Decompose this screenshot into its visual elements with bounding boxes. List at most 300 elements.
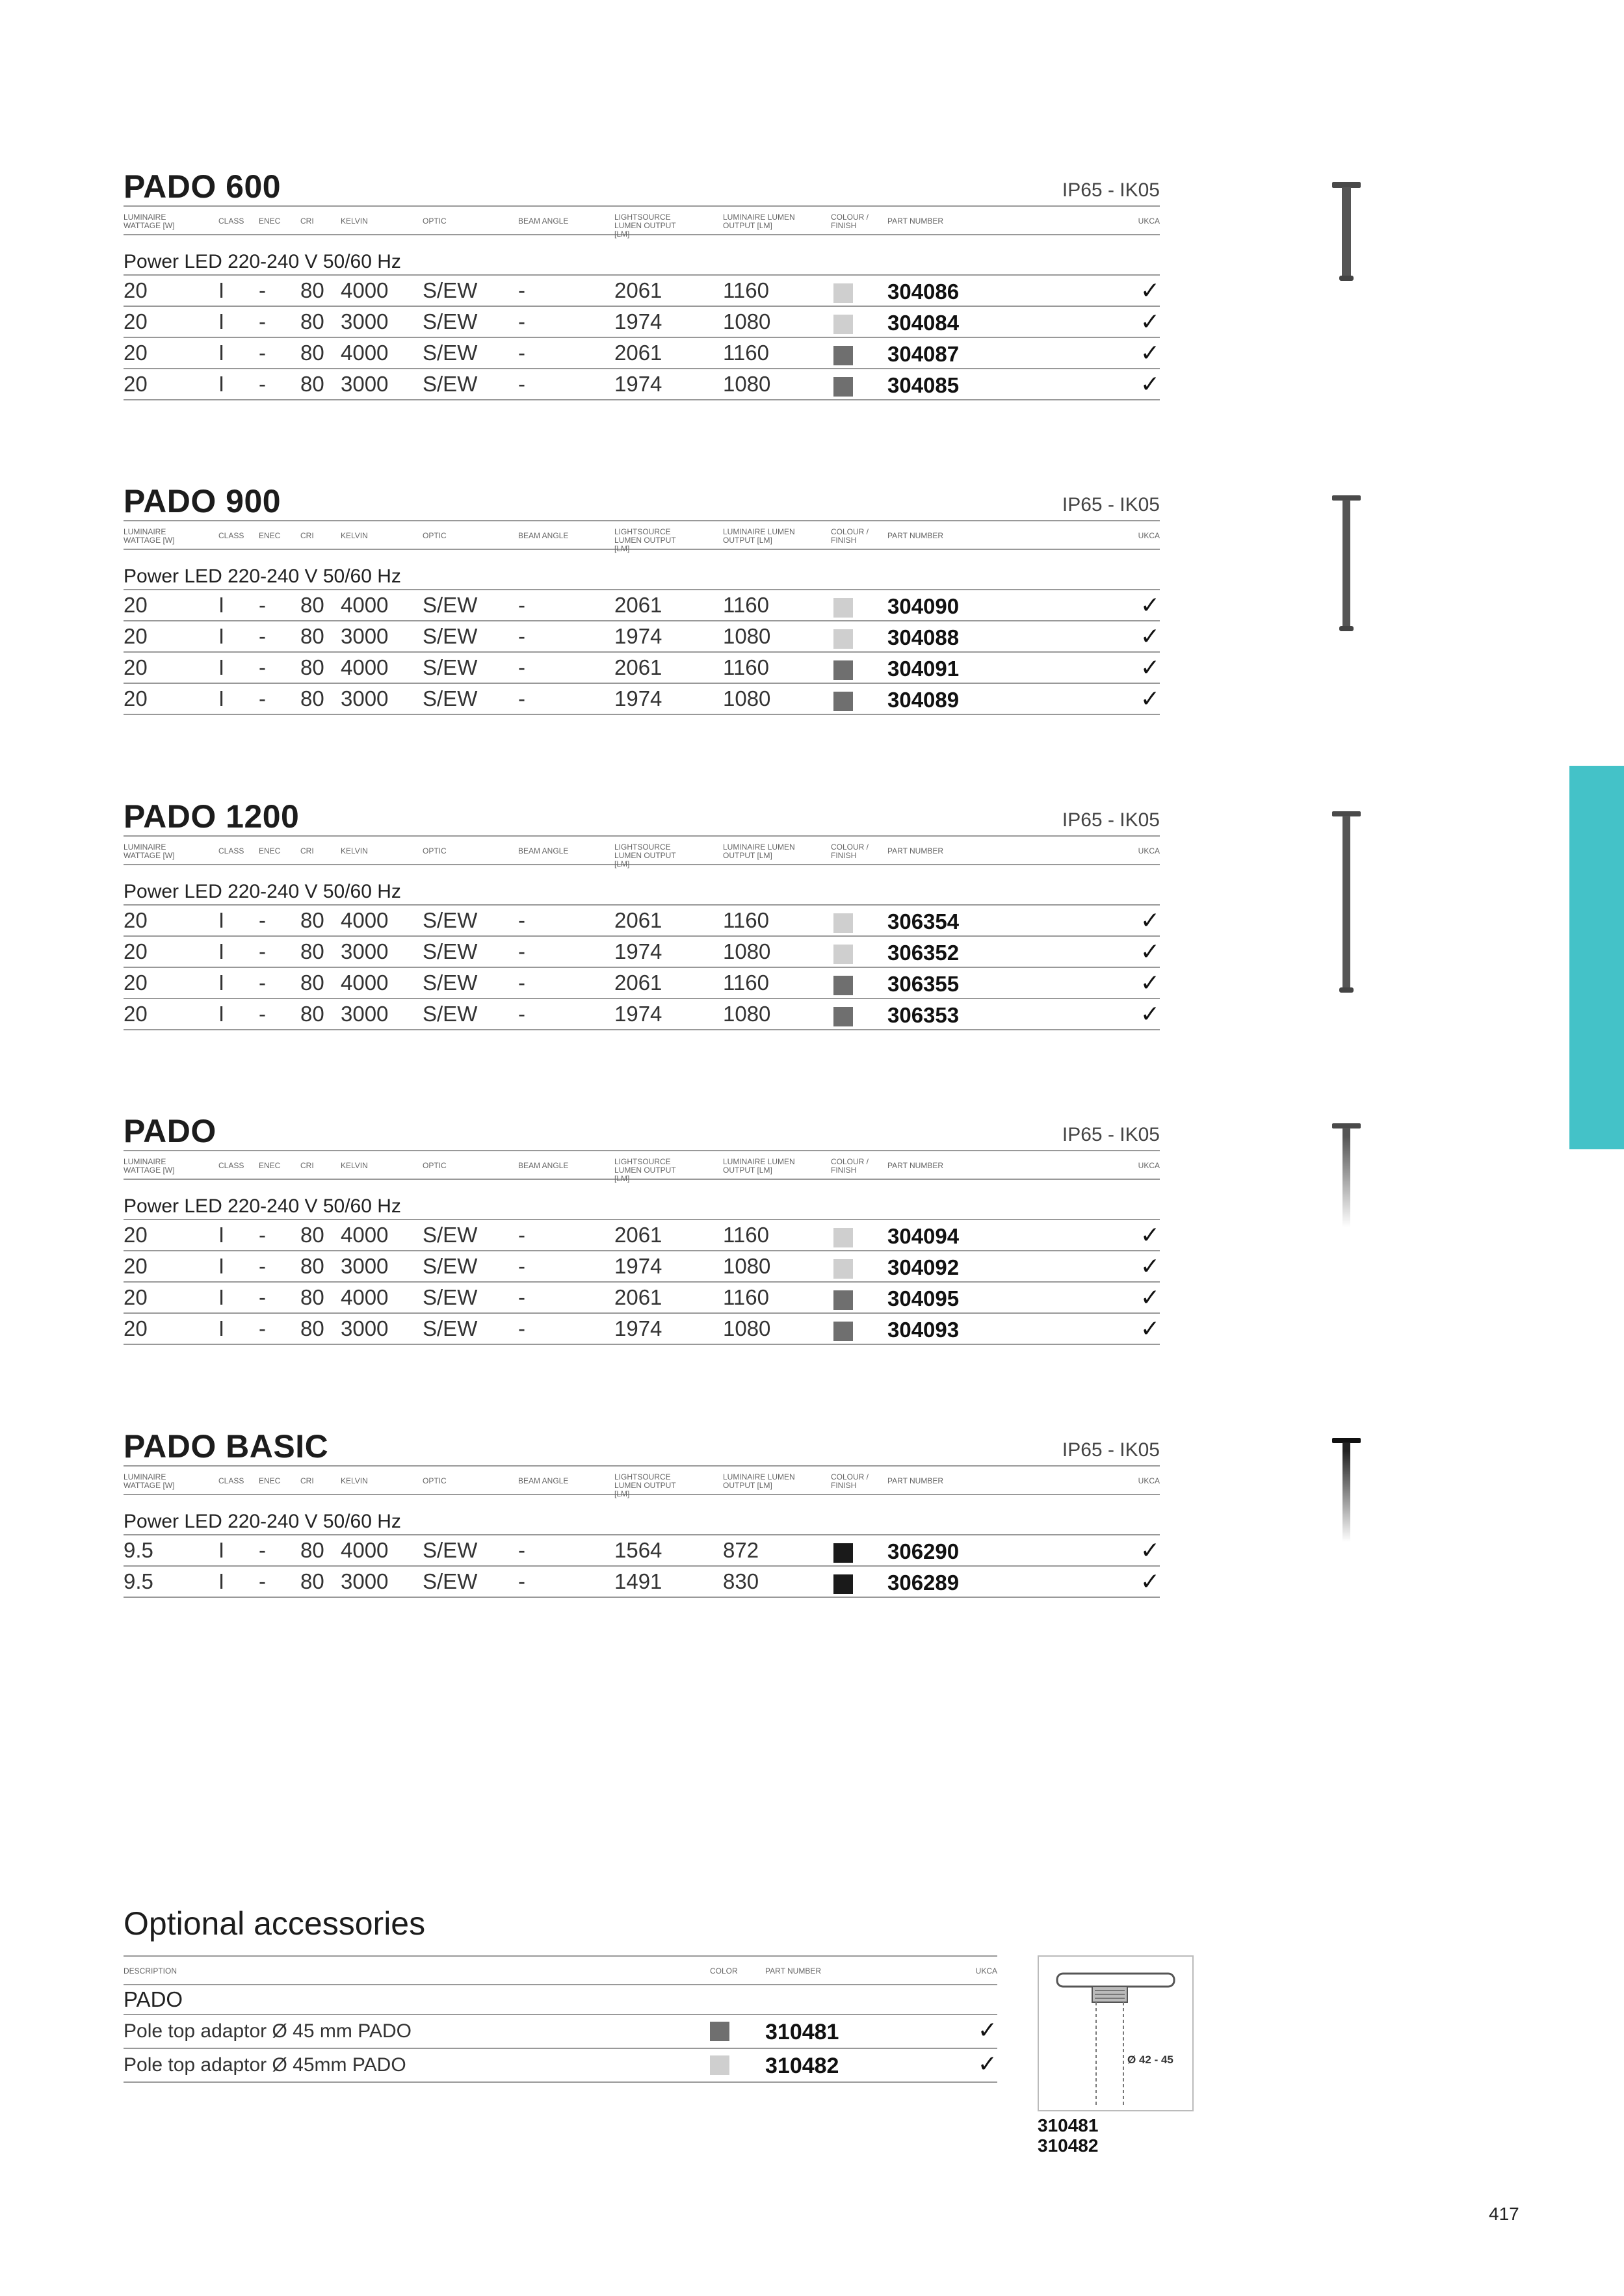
- header-kelvin: KELVIN: [341, 846, 368, 855]
- cell-beam: -: [518, 341, 525, 365]
- cell-enec: -: [259, 1285, 266, 1309]
- cell-cri: 80: [300, 686, 324, 711]
- table-row: [124, 653, 1160, 684]
- color-swatch: [833, 629, 853, 649]
- accessories-title: Optional accessories: [124, 1905, 426, 1942]
- cell-k: 4000: [341, 1223, 389, 1247]
- header-ls-lumen: LIGHTSOURCE LUMEN OUTPUT [LM]: [614, 1472, 676, 1498]
- product-image-pado-900: [1326, 494, 1372, 637]
- cell-beam: -: [518, 1569, 525, 1593]
- color-swatch: [833, 283, 853, 303]
- product-image-pado-basic: [1326, 1437, 1372, 1547]
- color-swatch: [710, 2022, 729, 2041]
- product-image-pado-600: [1326, 181, 1372, 285]
- cell-w: 20: [124, 655, 148, 679]
- cell-cls: I: [218, 1316, 225, 1340]
- cell-cls: I: [218, 939, 225, 963]
- cell-ls: 1974: [614, 939, 662, 963]
- cell-lum: 872: [723, 1538, 759, 1562]
- header-part: PART NUMBER: [887, 846, 944, 855]
- cell-enec: -: [259, 1316, 266, 1340]
- cell-optic: S/EW: [423, 1316, 478, 1340]
- header-enec: ENEC: [259, 1161, 281, 1170]
- header-colour: COLOUR / FINISH: [831, 213, 869, 230]
- cell-k: 4000: [341, 655, 389, 679]
- table-row: [124, 1283, 1160, 1314]
- ukca-check-icon: ✓: [1140, 371, 1160, 397]
- table-row: [124, 338, 1160, 369]
- cell-optic: S/EW: [423, 309, 478, 333]
- ip-rating: IP65 - IK05: [1062, 1439, 1160, 1461]
- color-swatch: [833, 976, 853, 995]
- ukca-check-icon: ✓: [1140, 1568, 1160, 1595]
- ip-rating: IP65 - IK05: [1062, 179, 1160, 201]
- header-optic: OPTIC: [423, 1161, 447, 1170]
- cell-beam: -: [518, 593, 525, 617]
- table-body: [124, 1219, 1160, 1345]
- cell-ls: 1974: [614, 1254, 662, 1278]
- header-optic: OPTIC: [423, 1476, 447, 1485]
- ukca-check-icon: ✓: [1140, 339, 1160, 366]
- header-colour: COLOUR / FINISH: [831, 1472, 869, 1490]
- cell-cls: I: [218, 686, 225, 711]
- table-row: [124, 2049, 997, 2083]
- table-row: [124, 968, 1160, 999]
- part-number: 306353: [887, 1003, 960, 1027]
- header-beam: BEAM ANGLE: [518, 531, 569, 540]
- part-number: 310481: [765, 2020, 839, 2044]
- cell-cri: 80: [300, 372, 324, 396]
- cell-w: 20: [124, 309, 148, 333]
- header-optic: OPTIC: [423, 846, 447, 855]
- cell-optic: S/EW: [423, 1223, 478, 1247]
- cell-enec: -: [259, 1569, 266, 1593]
- header-ukca: UKCA: [1138, 1476, 1160, 1485]
- ukca-check-icon: ✓: [977, 2016, 997, 2043]
- ukca-check-icon: ✓: [1140, 1221, 1160, 1248]
- ukca-check-icon: ✓: [1140, 1000, 1160, 1027]
- accessory-code: 310482: [1038, 2135, 1099, 2156]
- cell-lum: 1160: [723, 971, 769, 995]
- table-body: [124, 274, 1160, 400]
- cell-cls: I: [218, 1223, 225, 1247]
- cell-cls: I: [218, 1285, 225, 1309]
- cell-k: 3000: [341, 1316, 389, 1340]
- cell-beam: -: [518, 1285, 525, 1309]
- cell-cri: 80: [300, 1285, 324, 1309]
- color-swatch: [833, 598, 853, 618]
- cell-optic: S/EW: [423, 1538, 478, 1562]
- cell-w: 20: [124, 372, 148, 396]
- cell-cls: I: [218, 908, 225, 932]
- cell-enec: -: [259, 278, 266, 302]
- part-number: 304084: [887, 311, 960, 335]
- cell-enec: -: [259, 1002, 266, 1026]
- product-image-pado: [1326, 1122, 1372, 1233]
- header-cri: CRI: [300, 1161, 314, 1170]
- cell-optic: S/EW: [423, 593, 478, 617]
- cell-cri: 80: [300, 624, 324, 648]
- part-number: 304094: [887, 1224, 960, 1248]
- cell-beam: -: [518, 908, 525, 932]
- header-part: PART NUMBER: [887, 216, 944, 226]
- header-ukca: UKCA: [1138, 846, 1160, 855]
- section-title: PADO 1200: [124, 798, 300, 835]
- ukca-check-icon: ✓: [1140, 308, 1160, 335]
- cell-optic: S/EW: [423, 372, 478, 396]
- cell-enec: -: [259, 1223, 266, 1247]
- accessory-drawing: [1038, 1955, 1194, 2111]
- color-swatch: [833, 945, 853, 964]
- cell-beam: -: [518, 655, 525, 679]
- cell-ls: 2061: [614, 655, 662, 679]
- cell-enec: -: [259, 939, 266, 963]
- cell-beam: -: [518, 1316, 525, 1340]
- cell-optic: S/EW: [423, 1569, 478, 1593]
- table-row: [124, 906, 1160, 937]
- color-swatch: [833, 315, 853, 334]
- table-row: [124, 937, 1160, 968]
- cell-optic: S/EW: [423, 278, 478, 302]
- table-row: [124, 369, 1160, 400]
- cell-cls: I: [218, 971, 225, 995]
- cell-enec: -: [259, 624, 266, 648]
- ukca-check-icon: ✓: [1140, 969, 1160, 996]
- cell-beam: -: [518, 278, 525, 302]
- cell-cls: I: [218, 1569, 225, 1593]
- header-enec: ENEC: [259, 216, 281, 226]
- color-swatch: [833, 1322, 853, 1341]
- header-wattage: LUMINAIRE WATTAGE [W]: [124, 213, 175, 230]
- header-kelvin: KELVIN: [341, 1476, 368, 1485]
- part-number: 306352: [887, 941, 960, 965]
- header-color: COLOR: [710, 1966, 738, 1976]
- ukca-check-icon: ✓: [1140, 654, 1160, 681]
- table-row: [124, 999, 1160, 1030]
- color-swatch: [833, 913, 853, 933]
- section-title: PADO 600: [124, 168, 282, 205]
- color-swatch: [833, 1259, 853, 1279]
- cell-cri: 80: [300, 939, 324, 963]
- header-kelvin: KELVIN: [341, 216, 368, 226]
- ukca-check-icon: ✓: [977, 2050, 997, 2077]
- header-description: DESCRIPTION: [124, 1966, 177, 1976]
- part-number: 304088: [887, 625, 960, 649]
- product-image-pado-1200: [1326, 810, 1372, 998]
- accessories-table: [124, 1955, 997, 2083]
- power-spec: Power LED 220-240 V 50/60 Hz: [124, 1511, 401, 1532]
- color-swatch: [710, 2055, 729, 2075]
- cell-lum: 1160: [723, 341, 769, 365]
- cell-lum: 1080: [723, 686, 771, 711]
- cell-ls: 1974: [614, 1316, 662, 1340]
- cell-cri: 80: [300, 341, 324, 365]
- cell-cls: I: [218, 593, 225, 617]
- table-header: [124, 520, 1160, 553]
- table-body: [124, 589, 1160, 715]
- cell-lum: 1160: [723, 908, 769, 932]
- cell-k: 3000: [341, 939, 389, 963]
- cell-ls: 2061: [614, 908, 662, 932]
- cell-k: 3000: [341, 624, 389, 648]
- header-part-number: PART NUMBER: [765, 1966, 822, 1976]
- cell-enec: -: [259, 309, 266, 333]
- cell-optic: S/EW: [423, 1285, 478, 1309]
- header-class: CLASS: [218, 216, 244, 226]
- cell-optic: S/EW: [423, 655, 478, 679]
- header-cri: CRI: [300, 846, 314, 855]
- header-lum-lumen: LUMINAIRE LUMEN OUTPUT [LM]: [723, 842, 795, 860]
- drawing-label: Ø 42 - 45: [1127, 2054, 1173, 2066]
- ukca-check-icon: ✓: [1140, 623, 1160, 649]
- cell-lum: 830: [723, 1569, 759, 1593]
- header-wattage: LUMINAIRE WATTAGE [W]: [124, 1157, 175, 1175]
- table-body: [124, 904, 1160, 1030]
- cell-cls: I: [218, 341, 225, 365]
- ip-rating: IP65 - IK05: [1062, 494, 1160, 515]
- adaptor-drawing-icon: [1039, 1957, 1192, 2110]
- page-number: 417: [1489, 2204, 1519, 2224]
- cell-w: 20: [124, 1316, 148, 1340]
- cell-k: 3000: [341, 1569, 389, 1593]
- part-number: 304087: [887, 342, 960, 366]
- cell-optic: S/EW: [423, 908, 478, 932]
- cell-beam: -: [518, 686, 525, 711]
- cell-w: 20: [124, 1223, 148, 1247]
- cell-cls: I: [218, 624, 225, 648]
- color-swatch: [833, 692, 853, 711]
- cell-ls: 1564: [614, 1538, 662, 1562]
- cell-cls: I: [218, 309, 225, 333]
- cell-optic: S/EW: [423, 939, 478, 963]
- part-number: 306355: [887, 972, 960, 996]
- cell-lum: 1080: [723, 1254, 771, 1278]
- cell-beam: -: [518, 309, 525, 333]
- table-row: [124, 590, 1160, 621]
- header-part: PART NUMBER: [887, 1161, 944, 1170]
- cell-cls: I: [218, 1538, 225, 1562]
- header-optic: OPTIC: [423, 531, 447, 540]
- section-title: PADO: [124, 1113, 216, 1149]
- color-swatch: [833, 1007, 853, 1026]
- cell-cri: 80: [300, 1254, 324, 1278]
- ukca-check-icon: ✓: [1140, 1315, 1160, 1342]
- chapter-tab: [1569, 766, 1624, 1149]
- header-wattage: LUMINAIRE WATTAGE [W]: [124, 527, 175, 545]
- cell-lum: 1080: [723, 372, 771, 396]
- header-class: CLASS: [218, 1161, 244, 1170]
- header-kelvin: KELVIN: [341, 1161, 368, 1170]
- cell-optic: S/EW: [423, 624, 478, 648]
- header-beam: BEAM ANGLE: [518, 846, 569, 855]
- part-number: 304095: [887, 1286, 960, 1311]
- cell-cri: 80: [300, 593, 324, 617]
- cell-ls: 2061: [614, 971, 662, 995]
- cell-ls: 1974: [614, 624, 662, 648]
- table-row: [124, 307, 1160, 338]
- header-colour: COLOUR / FINISH: [831, 527, 869, 545]
- cell-enec: -: [259, 971, 266, 995]
- cell-ls: 1974: [614, 309, 662, 333]
- cell-optic: S/EW: [423, 1254, 478, 1278]
- color-swatch: [833, 1290, 853, 1310]
- cell-w: 20: [124, 341, 148, 365]
- part-number: 306290: [887, 1539, 960, 1563]
- table-row: [124, 684, 1160, 715]
- header-ls-lumen: LIGHTSOURCE LUMEN OUTPUT [LM]: [614, 213, 676, 239]
- cell-beam: -: [518, 372, 525, 396]
- part-number: 310482: [765, 2054, 839, 2078]
- part-number: 306354: [887, 909, 960, 933]
- cell-w: 20: [124, 624, 148, 648]
- header-cri: CRI: [300, 216, 314, 226]
- cell-cri: 80: [300, 1002, 324, 1026]
- part-number: 304093: [887, 1318, 960, 1342]
- cell-cls: I: [218, 655, 225, 679]
- cell-ls: 2061: [614, 593, 662, 617]
- cell-ls: 1974: [614, 686, 662, 711]
- cell-w: 20: [124, 1254, 148, 1278]
- accessory-description: Pole top adaptor Ø 45mm PADO: [124, 2054, 406, 2076]
- header-ls-lumen: LIGHTSOURCE LUMEN OUTPUT [LM]: [614, 527, 676, 553]
- cell-k: 3000: [341, 372, 389, 396]
- cell-enec: -: [259, 341, 266, 365]
- cell-cri: 80: [300, 908, 324, 932]
- header-class: CLASS: [218, 846, 244, 855]
- table-row: [124, 1220, 1160, 1251]
- header-cri: CRI: [300, 1476, 314, 1485]
- cell-beam: -: [518, 971, 525, 995]
- cell-k: 4000: [341, 1538, 389, 1562]
- header-kelvin: KELVIN: [341, 531, 368, 540]
- cell-beam: -: [518, 1254, 525, 1278]
- ukca-check-icon: ✓: [1140, 592, 1160, 618]
- cell-k: 4000: [341, 908, 389, 932]
- accessories-group: PADO: [124, 1985, 997, 2015]
- header-cri: CRI: [300, 531, 314, 540]
- color-swatch: [833, 1228, 853, 1247]
- header-colour: COLOUR / FINISH: [831, 842, 869, 860]
- cell-lum: 1080: [723, 309, 771, 333]
- cell-beam: -: [518, 939, 525, 963]
- accessories-header: [124, 1955, 997, 1985]
- color-swatch: [833, 346, 853, 365]
- cell-w: 20: [124, 1002, 148, 1026]
- cell-lum: 1160: [723, 655, 769, 679]
- cell-k: 3000: [341, 309, 389, 333]
- cell-k: 3000: [341, 686, 389, 711]
- cell-ls: 2061: [614, 341, 662, 365]
- table-row: [124, 1314, 1160, 1345]
- header-class: CLASS: [218, 531, 244, 540]
- cell-cls: I: [218, 1254, 225, 1278]
- header-part: PART NUMBER: [887, 1476, 944, 1485]
- ukca-check-icon: ✓: [1140, 938, 1160, 965]
- part-number: 304089: [887, 688, 960, 712]
- cell-lum: 1080: [723, 624, 771, 648]
- cell-enec: -: [259, 686, 266, 711]
- header-optic: OPTIC: [423, 216, 447, 226]
- cell-lum: 1080: [723, 1002, 771, 1026]
- power-spec: Power LED 220-240 V 50/60 Hz: [124, 566, 401, 587]
- table-header: [124, 1150, 1160, 1183]
- ip-rating: IP65 - IK05: [1062, 809, 1160, 831]
- power-spec: Power LED 220-240 V 50/60 Hz: [124, 1195, 401, 1217]
- table-row: [124, 2015, 997, 2049]
- cell-w: 20: [124, 939, 148, 963]
- ukca-check-icon: ✓: [1140, 1284, 1160, 1311]
- cell-cri: 80: [300, 1569, 324, 1593]
- cell-k: 4000: [341, 1285, 389, 1309]
- section-title: PADO 900: [124, 483, 282, 519]
- cell-lum: 1080: [723, 939, 771, 963]
- part-number: 304085: [887, 373, 960, 397]
- cell-beam: -: [518, 1223, 525, 1247]
- table-row: [124, 621, 1160, 653]
- header-ukca: UKCA: [1138, 1161, 1160, 1170]
- cell-beam: -: [518, 1002, 525, 1026]
- header-lum-lumen: LUMINAIRE LUMEN OUTPUT [LM]: [723, 1472, 795, 1490]
- header-ukca: UKCA: [1138, 531, 1160, 540]
- table-body: [124, 1534, 1160, 1598]
- accessory-code: 310481: [1038, 2115, 1099, 2135]
- ukca-check-icon: ✓: [1140, 1253, 1160, 1279]
- ukca-check-icon: ✓: [1140, 907, 1160, 933]
- ip-rating: IP65 - IK05: [1062, 1124, 1160, 1145]
- header-wattage: LUMINAIRE WATTAGE [W]: [124, 842, 175, 860]
- color-swatch: [833, 1574, 853, 1594]
- header-ukca: UKCA: [975, 1966, 997, 1976]
- cell-w: 20: [124, 908, 148, 932]
- cell-enec: -: [259, 1538, 266, 1562]
- ukca-check-icon: ✓: [1140, 685, 1160, 712]
- cell-ls: 1974: [614, 1002, 662, 1026]
- ukca-check-icon: ✓: [1140, 1537, 1160, 1563]
- table-row: [124, 1251, 1160, 1283]
- color-swatch: [833, 1543, 853, 1563]
- cell-optic: S/EW: [423, 341, 478, 365]
- header-wattage: LUMINAIRE WATTAGE [W]: [124, 1472, 175, 1490]
- cell-optic: S/EW: [423, 971, 478, 995]
- cell-cls: I: [218, 278, 225, 302]
- cell-lum: 1160: [723, 1285, 769, 1309]
- cell-lum: 1080: [723, 1316, 771, 1340]
- cell-cri: 80: [300, 309, 324, 333]
- color-swatch: [833, 660, 853, 680]
- accessory-description: Pole top adaptor Ø 45 mm PADO: [124, 2020, 412, 2042]
- table-row: [124, 1535, 1160, 1567]
- cell-enec: -: [259, 655, 266, 679]
- part-number: 306289: [887, 1571, 960, 1595]
- header-ls-lumen: LIGHTSOURCE LUMEN OUTPUT [LM]: [614, 842, 676, 868]
- power-spec: Power LED 220-240 V 50/60 Hz: [124, 251, 401, 272]
- table-header: [124, 205, 1160, 239]
- header-beam: BEAM ANGLE: [518, 1161, 569, 1170]
- header-enec: ENEC: [259, 531, 281, 540]
- cell-w: 9.5: [124, 1569, 153, 1593]
- cell-lum: 1160: [723, 278, 769, 302]
- cell-cls: I: [218, 372, 225, 396]
- cell-cri: 80: [300, 278, 324, 302]
- cell-cri: 80: [300, 1538, 324, 1562]
- cell-lum: 1160: [723, 593, 769, 617]
- cell-k: 4000: [341, 593, 389, 617]
- cell-cri: 80: [300, 655, 324, 679]
- cell-beam: -: [518, 624, 525, 648]
- cell-ls: 1974: [614, 372, 662, 396]
- color-swatch: [833, 377, 853, 397]
- cell-k: 4000: [341, 971, 389, 995]
